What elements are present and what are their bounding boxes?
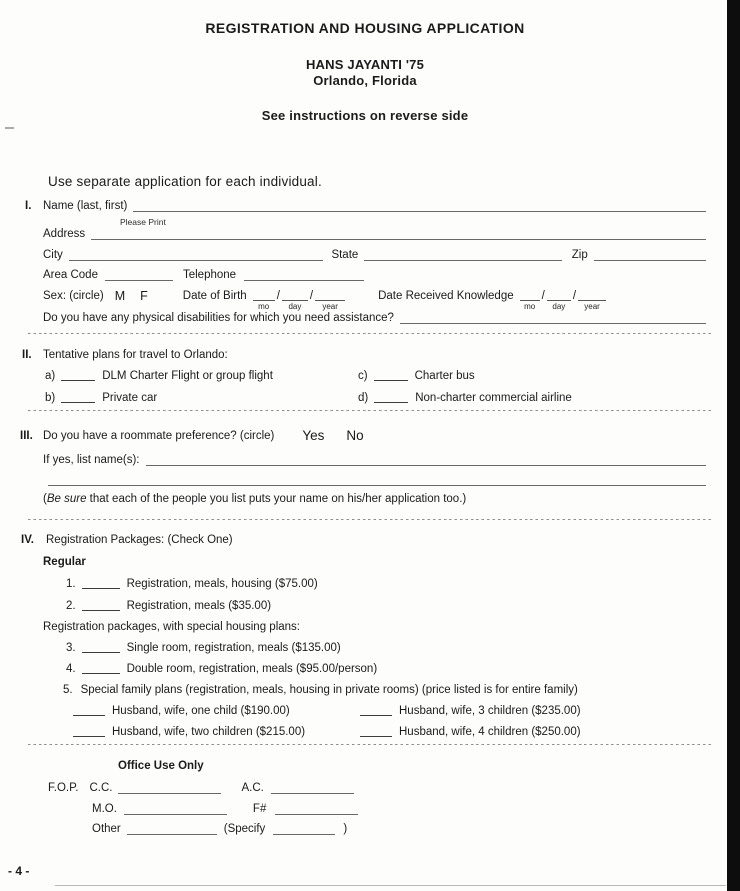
- travel-option-c-key: c): [358, 370, 368, 382]
- section-divider: [28, 519, 712, 521]
- family-two-children-checkline[interactable]: [73, 725, 105, 737]
- sex-option-m[interactable]: M: [114, 289, 126, 303]
- scan-speck: [5, 127, 14, 129]
- date-separator: /: [276, 290, 280, 302]
- drk-month-caption: mo: [524, 302, 536, 311]
- date-received-knowledge-label: Date Received Knowledge: [378, 290, 514, 302]
- dob-month-unit: [253, 289, 275, 311]
- drk-day-unit: [547, 289, 571, 311]
- family-3-children-label: Husband, wife, 3 children ($235.00): [399, 705, 581, 717]
- family-4-children-checkline[interactable]: [360, 725, 392, 737]
- state-input-line[interactable]: [364, 248, 561, 261]
- section4-heading: Registration Packages: (Check One): [46, 534, 233, 546]
- address-input-line[interactable]: [91, 227, 706, 240]
- scan-edge-strip: [727, 0, 740, 891]
- package-5-heading: Special family plans (registration, meals, housing in private rooms) (price listed is for entire family): [80, 684, 578, 696]
- dob-month-input-line[interactable]: [253, 289, 275, 301]
- state-label: State: [331, 249, 359, 261]
- drk-year-input-line[interactable]: [578, 289, 606, 301]
- section-divider: [28, 333, 712, 335]
- travel-option-d-key: d): [358, 392, 369, 404]
- office-use-heading: Office Use Only: [118, 760, 204, 772]
- package-4-number: 4.: [66, 663, 76, 675]
- name-label: Name (last, first): [43, 200, 128, 212]
- drk-day-input-line[interactable]: [547, 289, 571, 301]
- zip-input-line[interactable]: [594, 248, 706, 261]
- dob-month-caption: mo: [258, 302, 270, 311]
- date-separator: /: [541, 290, 545, 302]
- note-text: that each of the people you list puts your name on his/her application too.): [86, 493, 467, 505]
- dob-year-unit: [315, 289, 345, 311]
- travel-option-b-label: Private car: [102, 392, 158, 404]
- date-of-birth-label: Date of Birth: [182, 290, 247, 302]
- dob-day-unit: [282, 289, 308, 311]
- family-3-children-checkline[interactable]: [360, 704, 392, 716]
- date-received-knowledge-field: [519, 289, 607, 311]
- sex-label: Sex: (circle): [43, 290, 104, 302]
- travel-option-b-key: b): [45, 392, 56, 404]
- mo-label: M.O.: [92, 803, 117, 815]
- scan-bottom-edge: [55, 885, 726, 886]
- event-location: Orlando, Florida: [313, 73, 417, 88]
- roommate-option-no[interactable]: No: [346, 428, 364, 443]
- package-2-checkline[interactable]: [82, 599, 120, 611]
- specify-label: (Specify: [223, 823, 266, 835]
- fnum-label: F#: [252, 803, 267, 815]
- section-divider: [28, 744, 712, 746]
- drk-day-caption: day: [552, 302, 566, 311]
- roommate-list-label: If yes, list name(s):: [43, 454, 140, 466]
- instructions-note: See instructions on reverse side: [261, 108, 469, 123]
- package-3-checkline[interactable]: [82, 641, 120, 653]
- package-1-label: Registration, meals, housing ($75.00): [126, 578, 318, 590]
- dob-day-input-line[interactable]: [282, 289, 308, 301]
- family-one-child-checkline[interactable]: [73, 704, 105, 716]
- roommate-option-yes[interactable]: Yes: [302, 428, 325, 443]
- page-title: REGISTRATION AND HOUSING APPLICATION: [205, 20, 525, 36]
- section1-numeral: I.: [25, 200, 32, 212]
- drk-month-input-line[interactable]: [520, 289, 540, 301]
- family-4-children-label: Husband, wife, 4 children ($250.00): [399, 726, 581, 738]
- please-print-hint: Please Print: [120, 217, 166, 227]
- cc-label: C.C.: [89, 782, 113, 794]
- roommate-note: [43, 492, 466, 506]
- special-housing-heading: Registration packages, with special housing plans:: [43, 621, 300, 633]
- fop-label: F.O.P.: [48, 782, 79, 794]
- section-divider: [28, 410, 712, 412]
- package-3-number: 3.: [66, 642, 76, 654]
- ac-input-line[interactable]: [271, 781, 354, 794]
- area-code-label: Area Code: [43, 269, 98, 281]
- travel-option-a-key: a): [45, 370, 56, 382]
- section2-heading: Tentative plans for travel to Orlando:: [43, 349, 228, 361]
- fnum-input-line[interactable]: [275, 802, 358, 815]
- city-label: City: [43, 249, 63, 261]
- other-label: Other: [92, 823, 121, 835]
- package-5-number: 5.: [63, 684, 73, 696]
- family-two-children-label: Husband, wife, two children ($215.00): [112, 726, 306, 738]
- specify-input-line[interactable]: [273, 822, 335, 835]
- event-name: HANS JAYANTI '75: [305, 57, 425, 72]
- specify-close-paren: ): [343, 823, 348, 835]
- disability-question: Do you have any physical disabilities for which you need assistance?: [43, 312, 394, 324]
- drk-year-unit: [578, 289, 606, 311]
- family-one-child-label: Husband, wife, one child ($190.00): [112, 705, 290, 717]
- package-1-number: 1.: [66, 578, 76, 590]
- travel-option-b-checkline[interactable]: [61, 391, 95, 403]
- other-input-line[interactable]: [127, 822, 217, 835]
- cc-input-line[interactable]: [118, 781, 221, 794]
- date-of-birth-field: [252, 289, 346, 311]
- dob-day-caption: day: [288, 302, 302, 311]
- package-4-label: Double room, registration, meals ($95.00/person): [126, 663, 378, 675]
- page-number: - 4 -: [8, 864, 30, 878]
- zip-label: Zip: [571, 249, 588, 261]
- intro-line: Use separate application for each individual.: [48, 174, 322, 189]
- roommate-names-input-line-2[interactable]: [48, 473, 706, 486]
- name-input-line[interactable]: [133, 199, 706, 212]
- regular-heading: Regular: [43, 556, 86, 568]
- section2-numeral: II.: [22, 349, 32, 361]
- telephone-label: Telephone: [182, 269, 237, 281]
- section3-numeral: III.: [20, 430, 33, 442]
- dob-year-input-line[interactable]: [315, 289, 345, 301]
- drk-month-unit: [520, 289, 540, 311]
- telephone-input-line[interactable]: [244, 268, 364, 281]
- dob-year-caption: year: [322, 302, 338, 311]
- travel-option-a-checkline[interactable]: [61, 369, 95, 381]
- area-code-input-line[interactable]: [105, 268, 173, 281]
- travel-option-c-checkline[interactable]: [374, 369, 408, 381]
- package-2-label: Registration, meals ($35.00): [126, 600, 272, 612]
- package-2-number: 2.: [66, 600, 76, 612]
- package-3-label: Single room, registration, meals ($135.00): [126, 642, 341, 654]
- section4-numeral: IV.: [21, 534, 35, 546]
- roommate-question: Do you have a roommate preference? (circle): [43, 430, 275, 442]
- city-input-line[interactable]: [69, 248, 324, 261]
- drk-year-caption: year: [584, 302, 600, 311]
- note-open-paren: (: [43, 493, 47, 505]
- note-emphasis: Be sure: [46, 493, 87, 505]
- travel-option-d-label: Non-charter commercial airline: [415, 392, 572, 404]
- mo-input-line[interactable]: [124, 802, 227, 815]
- date-separator: /: [309, 290, 314, 302]
- travel-option-d-checkline[interactable]: [374, 391, 408, 403]
- disability-input-line[interactable]: [400, 311, 706, 324]
- package-1-checkline[interactable]: [82, 577, 120, 589]
- travel-option-a-label: DLM Charter Flight or group flight: [102, 370, 273, 382]
- date-separator: /: [572, 290, 577, 302]
- address-label: Address: [43, 228, 86, 240]
- sex-option-f[interactable]: F: [140, 289, 148, 303]
- package-4-checkline[interactable]: [82, 662, 120, 674]
- travel-option-c-label: Charter bus: [414, 370, 475, 382]
- ac-label: A.C.: [241, 782, 264, 794]
- roommate-names-input-line[interactable]: [146, 453, 707, 466]
